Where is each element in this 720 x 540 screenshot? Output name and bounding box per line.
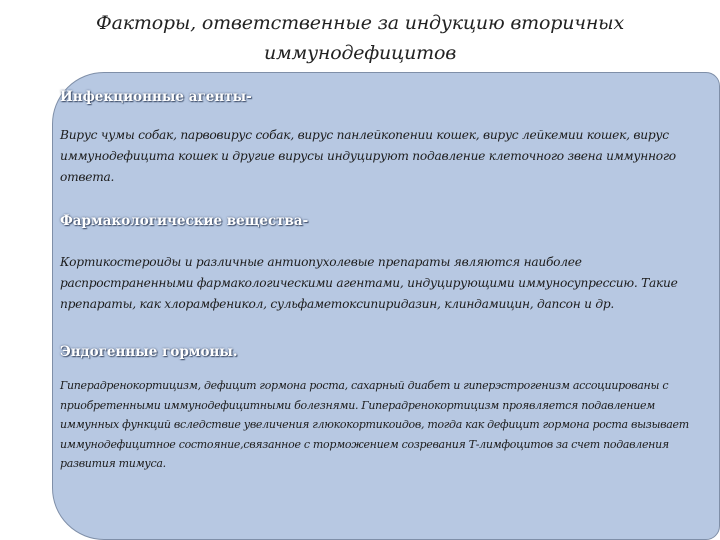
section-heading-pharmacological: Фармакологические вещества- xyxy=(60,213,309,229)
section-text-hormones: Гиперадренокортицизм, дефицит гормона роста, сахарный диабет и гиперэстрогенизм ассоциированы с приобретенными иммунодефицитными болезнями. Гиперадренокортицизм проявляется подавлением иммунных функций вследствие увеличения глюкокортикоидов, тогда как дефицит гормона роста вызывает иммунодефицитное состояние,связанное с торможением созревания Т-лимфоцитов за счет подавления развития тимуса. xyxy=(60,379,689,470)
section-heading-hormones: Эндогенные гормоны. xyxy=(60,344,238,360)
section-text-infectious: Вирус чумы собак, парвовирус собак, вирус панлейкопении кошек, вирус лейкемии кошек, вирус иммунодефицита кошек и другие вирусы индуцируют подавление клеточного звена иммунного ответа. xyxy=(60,128,676,184)
section-heading-infectious: Инфекционные агенты- xyxy=(60,89,252,105)
slide-title: Факторы, ответственные за индукцию вторичных иммунодефицитов xyxy=(96,12,624,64)
section-text-pharmacological: Кортикостероиды и различные антиопухолевые препараты являются наиболее распространенными фармакологическими агентами, индуцирующими иммуносупрессию. Такие препараты, как хлорамфеникол, сульфаметоксипиридазин, клиндамицин, дапсон и др. xyxy=(60,255,678,311)
